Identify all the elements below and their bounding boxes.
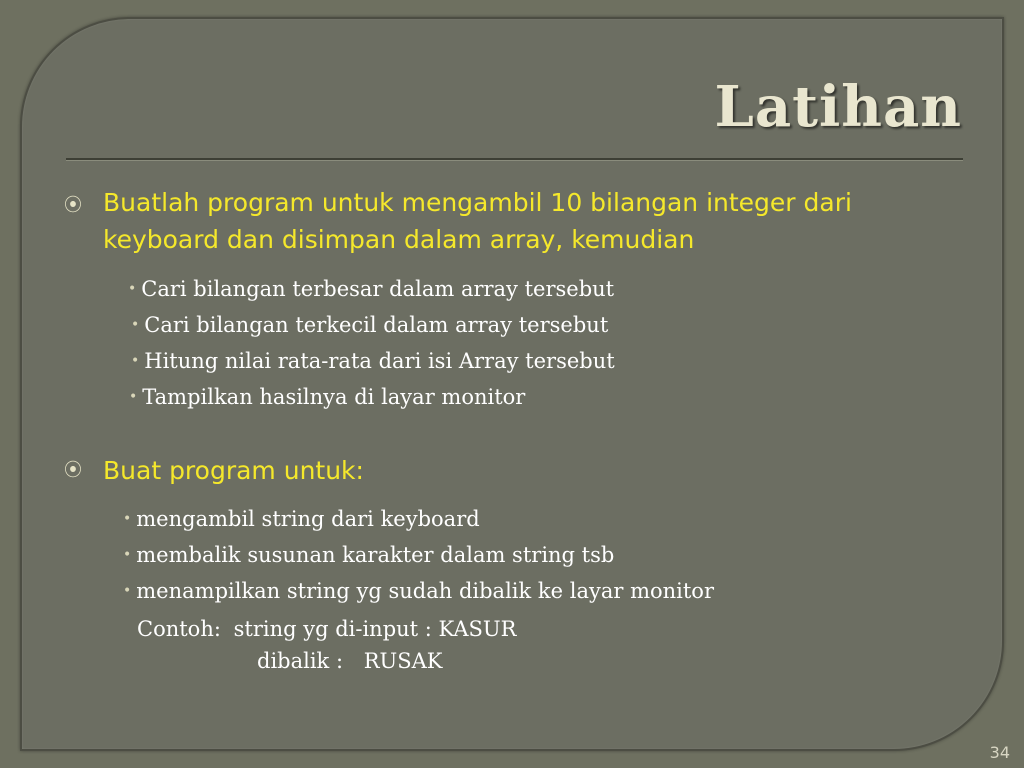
example-line-1 [137, 617, 516, 641]
bullet-dot-icon: • [129, 389, 138, 405]
sub-item: • Cari bilangan terbesar dalam array tersebut [128, 277, 615, 301]
bullet-dot-icon: • [128, 281, 137, 297]
sub-item: • Hitung nilai rata-rata dari isi Array tersebut [131, 349, 615, 373]
slide-title: Latihan [714, 74, 962, 140]
circled-dot-icon: ⦿ [64, 195, 82, 216]
example-reversed-value: RUSAK [363, 649, 443, 673]
bullet-dot-icon: • [131, 353, 140, 369]
sub-item: • mengambil string dari keyboard [123, 507, 480, 531]
sub-item: • Cari bilangan terkecil dalam array tersebut [131, 313, 609, 337]
example-input: string yg di-input : KASUR [233, 617, 517, 641]
page-number: 34 [989, 743, 1010, 762]
example-label: Contoh: [137, 617, 221, 641]
circled-dot-icon: ⦿ [64, 460, 82, 481]
sub-item: • menampilkan string yg sudah dibalik ke layar monitor [123, 579, 714, 603]
example-line-2 [257, 649, 442, 673]
sub-item: • Tampilkan hasilnya di layar monitor [129, 385, 526, 409]
example-reversed-label: dibalik : [257, 649, 344, 673]
sub-item: • membalik susunan karakter dalam string tsb [123, 543, 615, 567]
title-divider [66, 158, 963, 161]
bullet-dot-icon: • [123, 547, 132, 563]
main-item-2: Buat program untuk: [103, 456, 364, 485]
bullet-dot-icon: • [131, 317, 140, 333]
main-item-1: Buatlah program untuk mengambil 10 bilangan integer dari keyboard dan disimpan dalam array, kemudian [103, 188, 852, 254]
bullet-dot-icon: • [123, 583, 132, 599]
bullet-dot-icon: • [123, 511, 132, 527]
